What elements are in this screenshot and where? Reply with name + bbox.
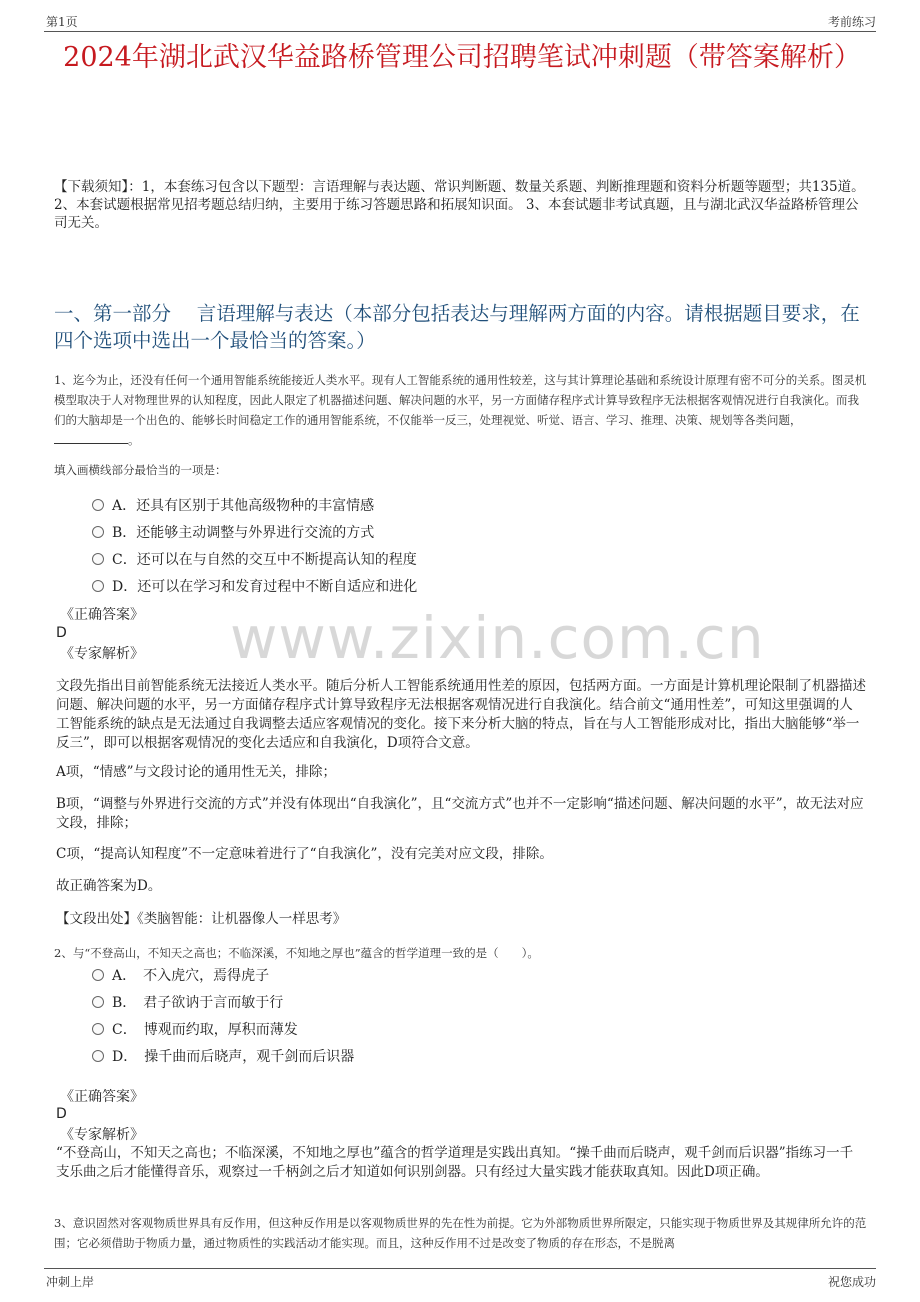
q2-option-a-label: A． 不入虎穴，焉得虎子 <box>112 968 270 984</box>
q1-option-b[interactable] <box>92 524 374 542</box>
q2-option-d[interactable] <box>92 1048 354 1066</box>
footer-right: 祝您成功 <box>827 1275 876 1289</box>
q1-option-c[interactable] <box>92 551 417 569</box>
q1-conclusion: 故正确答案为D。 <box>56 878 162 894</box>
q1-answer-label: 《正确答案》 <box>60 607 144 623</box>
radio-icon[interactable] <box>92 553 104 565</box>
q2-answer: D <box>56 1106 67 1122</box>
q1-answer: D <box>56 625 67 641</box>
q2-option-d-label: D． 操千曲而后晓声，观千剑而后识器 <box>112 1049 355 1065</box>
q1-analysis-a: A项，“情感”与文段讨论的通用性无关，排除； <box>56 764 337 780</box>
q1-analysis-b: B项，“调整与外界进行交流的方式”并没有体现出“自我演化”，且“交流方式”也并不一定影响“描述问题、解决问题的水平”，故无法对应文段，排除； <box>56 796 864 831</box>
section-heading: 一、第一部分 言语理解与表达（本部分包括表达与理解两方面的内容。请根据题目要求，在四个选项中选出一个最恰当的答案。） <box>54 302 860 352</box>
radio-icon[interactable] <box>92 499 104 511</box>
q1-option-d[interactable] <box>92 578 417 596</box>
question-1-text <box>54 370 869 450</box>
question-1-prompt: 填入画横线部分最恰当的一项是： <box>54 463 227 477</box>
download-notice: 【下载须知】：1，本套练习包含以下题型：言语理解与表达题、常识判断题、数量关系题、判断推理题和资料分析题等题型；共135道。 2、本套试题根据常见招考题总结归纳，主要用于练习答题思路和拓展知识面。 3、本套试题非考试真题，且与湖北武汉华益路桥管理公司无关。 <box>54 179 865 231</box>
q2-option-c[interactable] <box>92 1021 298 1039</box>
question-2-text: 2、与“不登高山，不知天之高也；不临深溪，不知地之厚也”蕴含的哲学道理一致的是（ ）。 <box>54 946 539 960</box>
answer-blank <box>54 431 128 444</box>
radio-icon[interactable] <box>92 1023 104 1035</box>
q1-analysis-c: C项，“提高认知程度”不一定意味着进行了“自我演化”，没有完美对应文段，排除。 <box>56 846 553 862</box>
question-1-stem-end: 。 <box>128 433 140 447</box>
footer-rule <box>44 1268 876 1269</box>
q1-source: 【文段出处】《类脑智能：让机器像人一样思考》 <box>56 911 347 927</box>
q2-option-b[interactable] <box>92 994 283 1012</box>
watermark: www.zixin.com.cn <box>230 604 765 672</box>
q2-analysis: “不登高山，不知天之高也；不临深溪，不知地之厚也”蕴含的哲学道理是实践出真知。“操千曲而后晓声，观千剑而后识器”指练习一千支乐曲之后才能懂得音乐，观察过一千柄剑之后才知道如何识别剑器。只有经过大量实践才能获取真知。因此D项正确。 <box>56 1145 854 1180</box>
header-category: 考前练习 <box>827 15 876 29</box>
q1-option-c-label: C．还可以在与自然的交互中不断提高认知的程度 <box>112 552 417 568</box>
question-3-text: 3、意识固然对客观物质世界具有反作用，但这种反作用是以客观物质世界的先在性为前提。它为外部物质世界所限定，只能实现于物质世界及其规律所允许的范围；它必须借助于物质力量，通过物质性的实践活动才能实现。而且，这种反作用不过是改变了物质的存在形态，不是脱离 <box>54 1216 867 1250</box>
q1-analysis-label: 《专家解析》 <box>60 646 144 662</box>
q2-option-b-label: B． 君子欲讷于言而敏于行 <box>112 995 284 1011</box>
radio-icon[interactable] <box>92 580 104 592</box>
radio-icon[interactable] <box>92 526 104 538</box>
footer-left: 冲刺上岸 <box>46 1275 95 1289</box>
radio-icon[interactable] <box>92 969 104 981</box>
page-title: 2024年湖北武汉华益路桥管理公司招聘笔试冲刺题（带答案解析） <box>63 42 861 73</box>
q2-answer-label: 《正确答案》 <box>60 1089 144 1105</box>
q2-option-a[interactable] <box>92 967 269 985</box>
page-number: 第1页 <box>46 15 78 29</box>
q2-option-c-label: C． 博观而约取，厚积而薄发 <box>112 1022 298 1038</box>
question-1-stem: 1、迄今为止，还没有任何一个通用智能系统能接近人类水平。现有人工智能系统的通用性较差，这与其计算理论基础和系统设计原理有密不可分的关系。图灵机模型取决于人对物理世界的认知程度，因此人限定了机器描述问题、解决问题的水平，另一方面储存程序式计算导致程序无法根据客观情况进行自我演化。而我们的大脑却是一个出色的、能够长时间稳定工作的通用智能系统，不仅能举一反三，处理视觉、听觉、语言、学习、推理、决策、规划等各类问题， <box>54 373 867 427</box>
q1-analysis-main: 文段先指出目前智能系统无法接近人类水平。随后分析人工智能系统通用性差的原因，包括两方面。一方面是计算机理论限制了机器描述问题、解决问题的水平，另一方面储存程序式计算导致程序无法根据客观情况进行自我演化。结合前文“通用性差”，可知这里强调的人工智能系统的缺点是无法通过自我调整去适应客观情况的变化。接下来分析大脑的特点，旨在与人工智能形成对比，指出大脑能够“举一反三”，即可以根据客观情况的变化去适应和自我演化，D项符合文意。 <box>56 678 866 751</box>
radio-icon[interactable] <box>92 1050 104 1062</box>
q2-analysis-label: 《专家解析》 <box>60 1127 144 1143</box>
radio-icon[interactable] <box>92 996 104 1008</box>
q1-option-b-label: B．还能够主动调整与外界进行交流的方式 <box>112 525 375 541</box>
q1-option-a[interactable] <box>92 497 374 515</box>
q1-option-d-label: D．还可以在学习和发育过程中不断自适应和进化 <box>112 579 418 595</box>
q1-option-a-label: A．还具有区别于其他高级物种的丰富情感 <box>112 498 375 514</box>
header-rule <box>44 31 876 32</box>
